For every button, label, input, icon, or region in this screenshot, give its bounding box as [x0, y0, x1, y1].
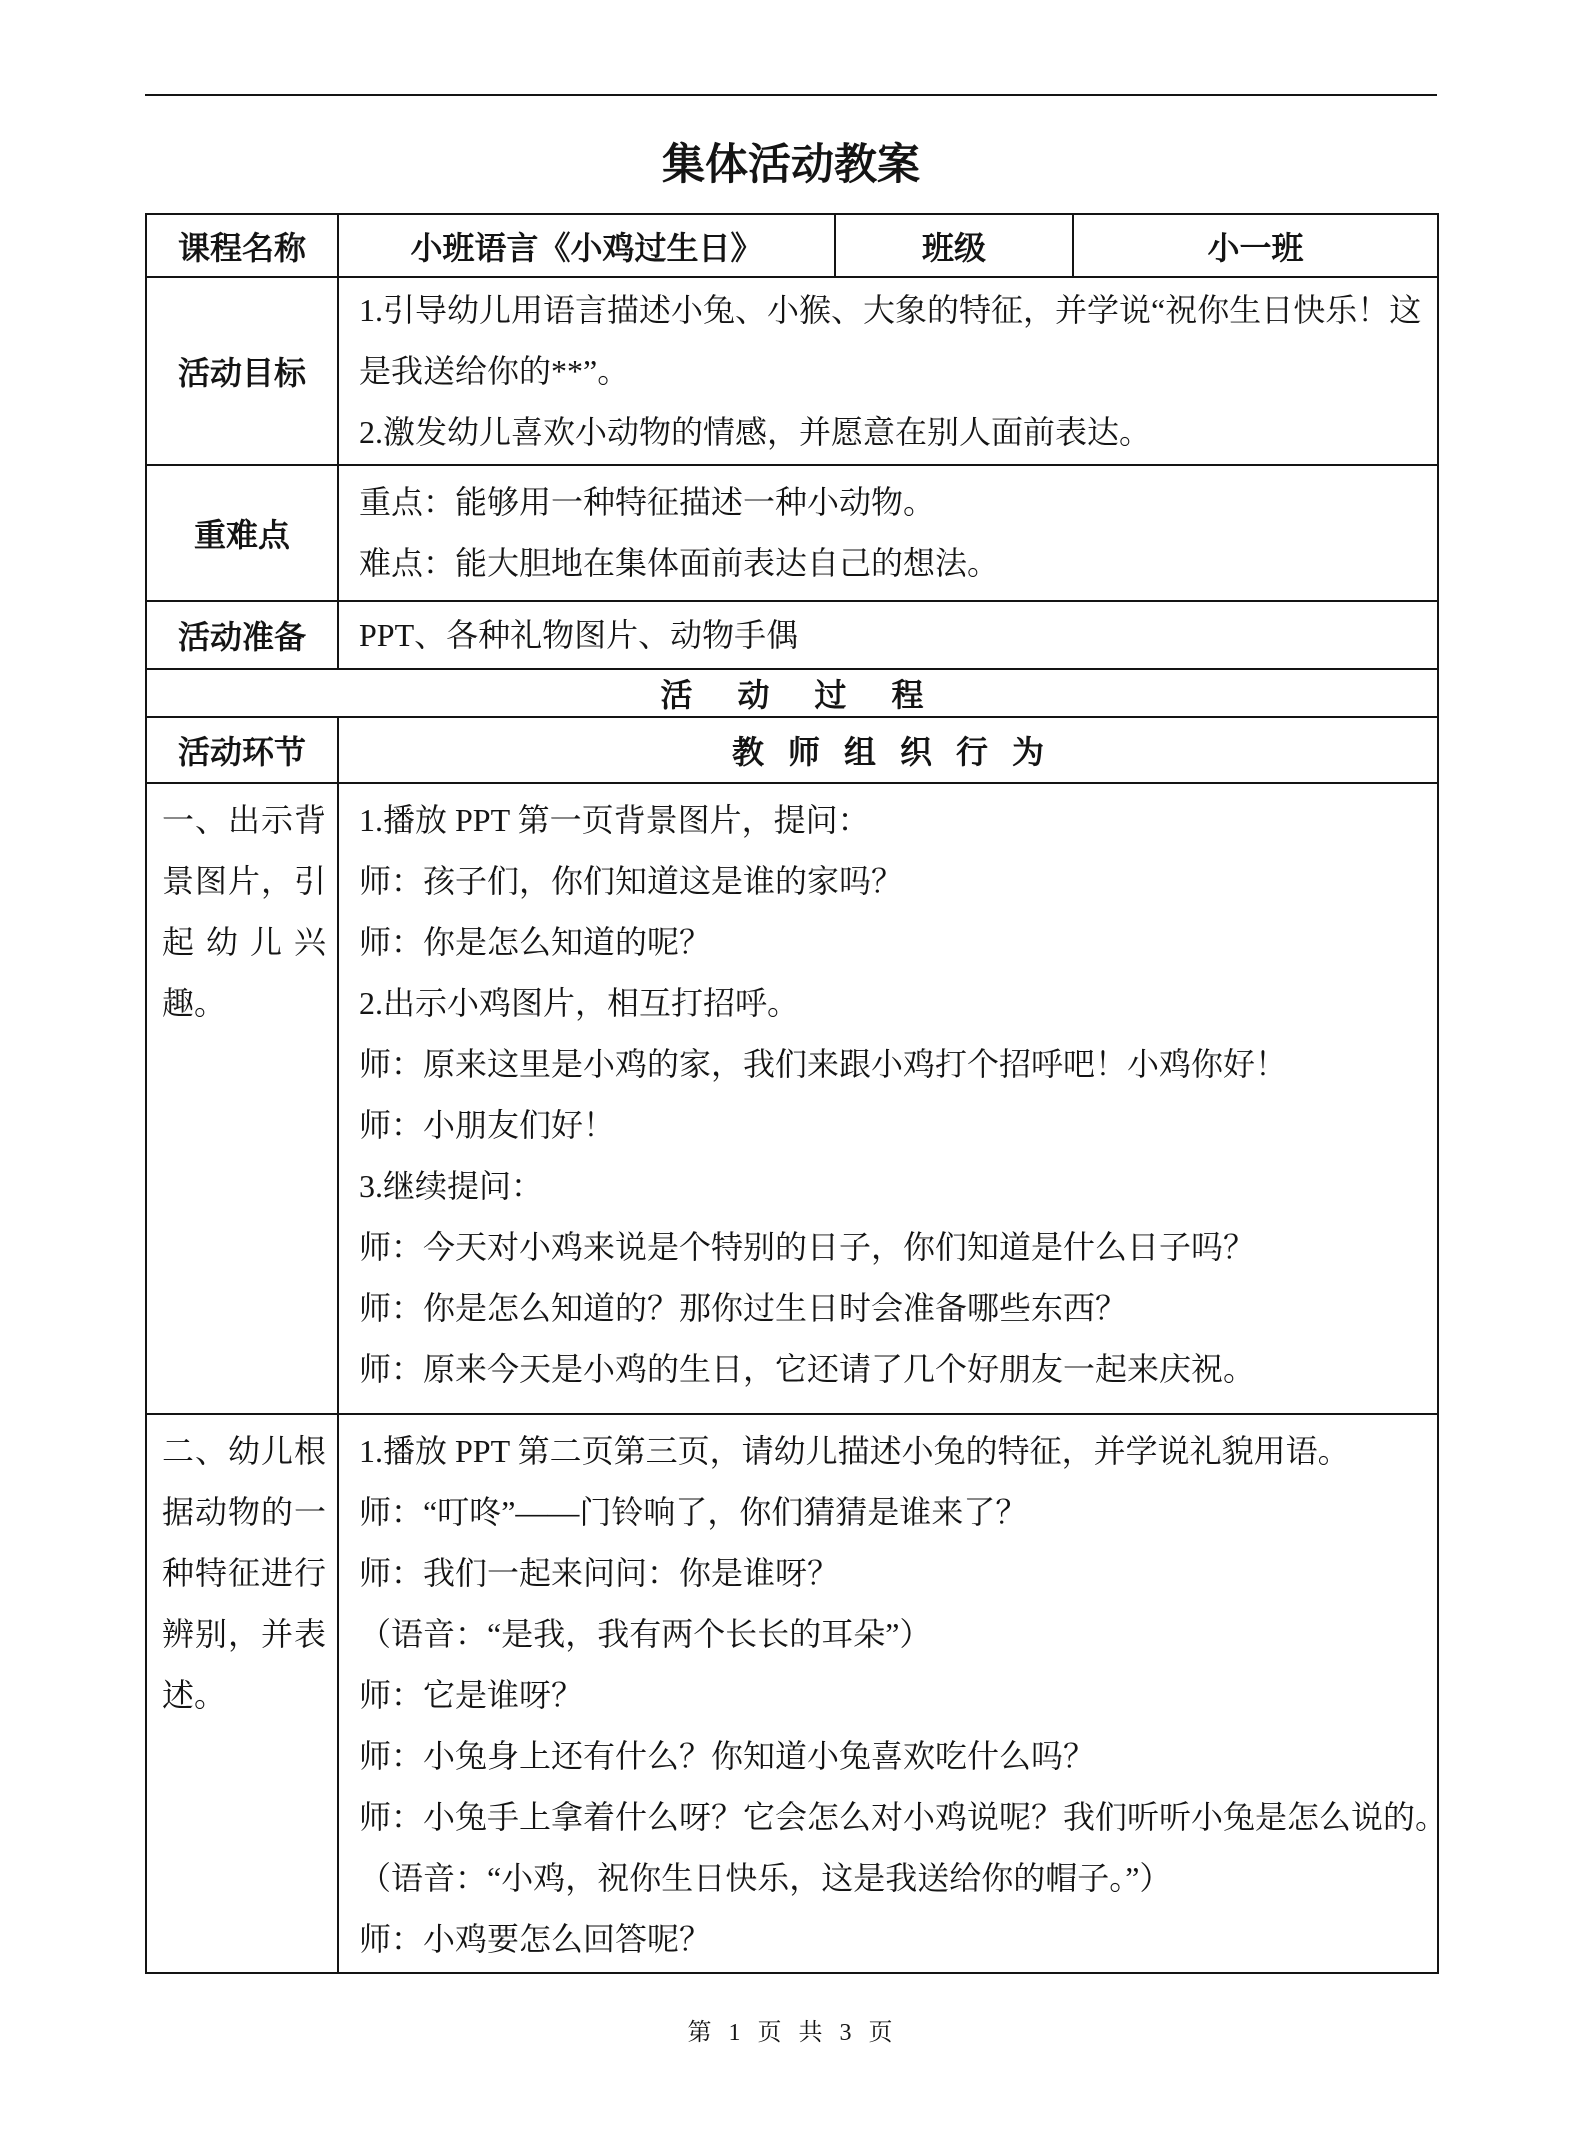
goal-content	[338, 277, 1438, 465]
content-line: 师：今天对小鸡来说是个特别的日子，你们知道是什么日子吗？	[359, 1229, 1256, 1265]
stage-line: 景图片，引	[162, 863, 326, 899]
stage-line: 种特征进行	[162, 1555, 326, 1591]
keypoint-line: 重点：能够用一种特征描述一种小动物。	[359, 484, 936, 520]
content-line: 1.播放 PPT 第二页第三页，请幼儿描述小兔的特征，并学说礼貌用语。	[359, 1433, 1350, 1469]
stage-line: 据动物的一	[162, 1494, 326, 1530]
preparation-label: 活动准备	[146, 601, 338, 669]
keypoint-content	[338, 465, 1438, 601]
section-row-2	[146, 1414, 1438, 1973]
teacher-column-text: 教师组织行为	[731, 734, 1068, 770]
row-goals	[146, 277, 1438, 465]
section-2-content	[338, 1414, 1448, 1973]
goal-label: 活动目标	[146, 277, 338, 465]
content-line: 师：你是怎么知道的？那你过生日时会准备哪些东西？	[359, 1290, 1128, 1326]
row-column-headers	[146, 717, 1438, 783]
row-preparation	[146, 601, 1438, 669]
content-line: （语音：“是我，我有两个长长的耳朵”）	[359, 1616, 932, 1652]
process-header-cell	[146, 669, 1438, 717]
course-name-value: 小班语言《小鸡过生日》	[338, 214, 835, 277]
header-rule	[145, 94, 1437, 96]
stage-line: 辨别，并表	[162, 1616, 326, 1652]
stage-line: 起幼儿兴	[162, 924, 326, 960]
row-keypoints	[146, 465, 1438, 601]
section-row-1	[146, 783, 1438, 1414]
goal-line: 2.激发幼儿喜欢小动物的情感，并愿意在别人面前表达。	[359, 413, 1152, 450]
stage-line: 一、出示背	[162, 802, 326, 838]
preparation-line: PPT、各种礼物图片、动物手偶	[359, 616, 799, 653]
teacher-column-label	[338, 717, 1438, 783]
content-line: 师：“叮咚”——门铃响了，你们猜猜是谁来了？	[359, 1494, 1028, 1530]
content-line: 3.继续提问：	[359, 1168, 544, 1204]
process-header-text: 活动过程	[660, 677, 969, 713]
stage-line: 述。	[162, 1677, 227, 1713]
content-line: 师：小兔手上拿着什么呀？它会怎么对小鸡说呢？我们听听小兔是怎么说的。	[359, 1799, 1448, 1835]
content-line: 师：原来这里是小鸡的家，我们来跟小鸡打个招呼吧！小鸡你好！	[359, 1046, 1288, 1082]
course-name-label: 课程名称	[146, 214, 338, 277]
content-line: 2.出示小鸡图片，相互打招呼。	[359, 985, 800, 1021]
section-1-content	[338, 783, 1438, 1414]
stage-line: 趣。	[162, 985, 227, 1021]
content-line: 师：小兔身上还有什么？你知道小兔喜欢吃什么吗？	[359, 1738, 1096, 1774]
content-line: 师：我们一起来问问：你是谁呀？	[359, 1555, 840, 1591]
page-title: 集体活动教案	[662, 142, 920, 189]
preparation-content	[338, 601, 1438, 669]
lesson-plan-table	[145, 213, 1448, 1974]
content-line: （语音：“小鸡，祝你生日快乐，这是我送给你的帽子。”）	[359, 1860, 1172, 1896]
content-line: 1.播放 PPT 第一页背景图片，提问：	[359, 802, 870, 838]
keypoint-label: 重难点	[146, 465, 338, 601]
goal-line: 是我送给你的**”。	[359, 352, 630, 389]
content-line: 师：原来今天是小鸡的生日，它还请了几个好朋友一起来庆祝。	[359, 1351, 1256, 1387]
content-line: 师：孩子们，你们知道这是谁的家吗？	[359, 863, 904, 899]
content-line: 师：它是谁呀？	[359, 1677, 584, 1713]
page-number-footer: 第 1 页 共 3 页	[687, 2020, 895, 2046]
class-value: 小一班	[1073, 214, 1438, 277]
row-course	[146, 214, 1438, 277]
class-label: 班级	[835, 214, 1073, 277]
stage-column-label: 活动环节	[146, 717, 338, 783]
row-process-header	[146, 669, 1438, 717]
stage-line: 二、幼儿根	[162, 1433, 326, 1469]
section-1-stage	[146, 783, 338, 1414]
content-line: 师：小鸡要怎么回答呢？	[359, 1921, 712, 1957]
content-line: 师：你是怎么知道的呢？	[359, 924, 712, 960]
content-line: 师：小朋友们好！	[359, 1107, 616, 1143]
keypoint-line: 难点：能大胆地在集体面前表达自己的想法。	[359, 545, 1000, 581]
section-2-stage	[146, 1414, 338, 1973]
goal-line: 1.引导幼儿用语言描述小兔、小猴、大象的特征，并学说“祝你生日快乐！这	[359, 291, 1422, 328]
